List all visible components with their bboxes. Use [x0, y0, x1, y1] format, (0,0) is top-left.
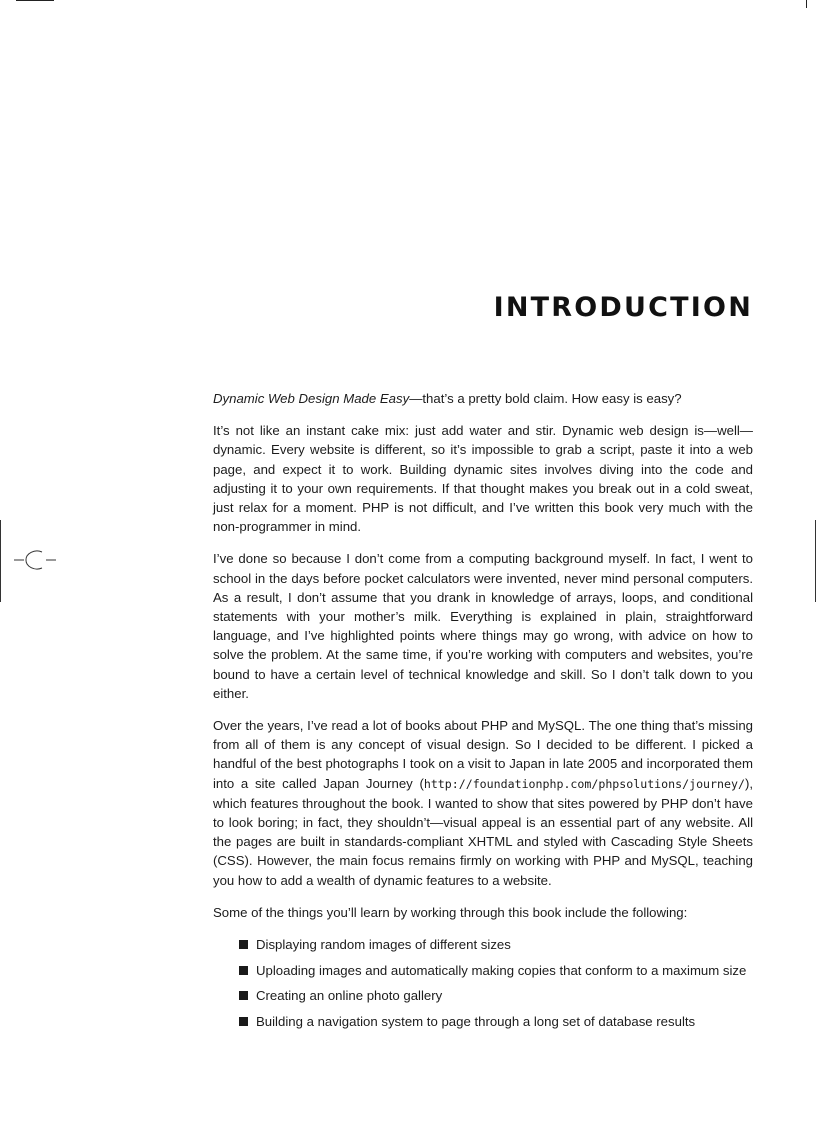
- margin-rule-left: [0, 520, 1, 602]
- registration-mark-icon: [14, 548, 56, 572]
- list-item: [239, 986, 753, 1005]
- list-item-text: Building a navigation system to page through a long set of database results: [256, 1014, 696, 1030]
- paragraph-visual-design-start: Over the years, I’ve read a lot of books about PHP and MySQL. The one thing that’s missing from all of them is any concept of visual design. So I decided to be different. I picked a handful of the best photographs I took on a visit to Japan in late 2005 and incorporated them into a site called Japan Journey (: [213, 718, 753, 791]
- list-item: [239, 961, 753, 980]
- crop-mark-top-right: [806, 0, 807, 8]
- crop-mark-top-left: [16, 0, 54, 1]
- intro-paragraph: [213, 389, 753, 408]
- book-title-italic: Dynamic Web Design Made Easy: [213, 391, 410, 406]
- list-item: [239, 935, 753, 954]
- paragraph-background: I’ve done so because I don’t come from a computing background myself. In fact, I went to school in the days before pocket calculators were invented, never mind personal computers. As a result, I don’t assume that you drank in knowledge of arrays, loops, and conditional statements with your mother’s milk. Everything is explained in plain, straightforward language, and I’ve highlighted points where things may go wrong, with advice on how to solve the problem. At the same time, if you’re working with computers and websites, you’re bound to have a certain level of technical knowledge and skill. So I don’t talk down to you either.: [213, 551, 753, 701]
- list-item: [239, 1012, 753, 1031]
- list-item-text: Displaying random images of different sizes: [256, 937, 511, 953]
- intro-paragraph-rest: —that’s a pretty bold claim. How easy is easy?: [409, 391, 682, 406]
- paragraph-cake-mix: It’s not like an instant cake mix: just add water and stir. Dynamic web design is—well—dynamic. Every website is different, so it’s impossible to grab a script, paste it into a web page, and expect it to work. Building dynamic sites involves diving into the code and adjusting it to your own requirements. If that thought makes you break out in a cold sweat, just relax for a moment. PHP is not difficult, and I’ve written this book very much with the non-programmer in mind.: [213, 423, 753, 535]
- square-bullet-icon: [239, 991, 248, 1000]
- chapter-title: INTRODUCTION: [493, 292, 753, 323]
- list-item-text: Creating an online photo gallery: [256, 988, 443, 1004]
- square-bullet-icon: [239, 940, 248, 949]
- square-bullet-icon: [239, 966, 248, 975]
- list-item-text: Uploading images and automatically making copies that conform to a maximum size: [256, 962, 747, 978]
- paragraph-list-intro: Some of the things you’ll learn by working through this book include the following:: [213, 904, 688, 920]
- square-bullet-icon: [239, 1017, 248, 1026]
- journey-url-link[interactable]: http://foundationphp.com/phpsolutions/journey/: [423, 776, 745, 791]
- paragraph-visual-design: [213, 716, 753, 890]
- feature-list: [213, 935, 753, 1031]
- body-text: [213, 389, 753, 1038]
- paragraph-visual-design-end: ), which features throughout the book. I wanted to show that sites powered by PHP don’t have to look boring; in fact, they shouldn’t—visual appeal is an essential part of any website. All the pages are built in standards-compliant XHTML and styled with Cascading Style Sheets (CSS). However, the main focus remains firmly on working with PHP and MySQL, teaching you how to add a wealth of dynamic features to a website.: [213, 775, 753, 888]
